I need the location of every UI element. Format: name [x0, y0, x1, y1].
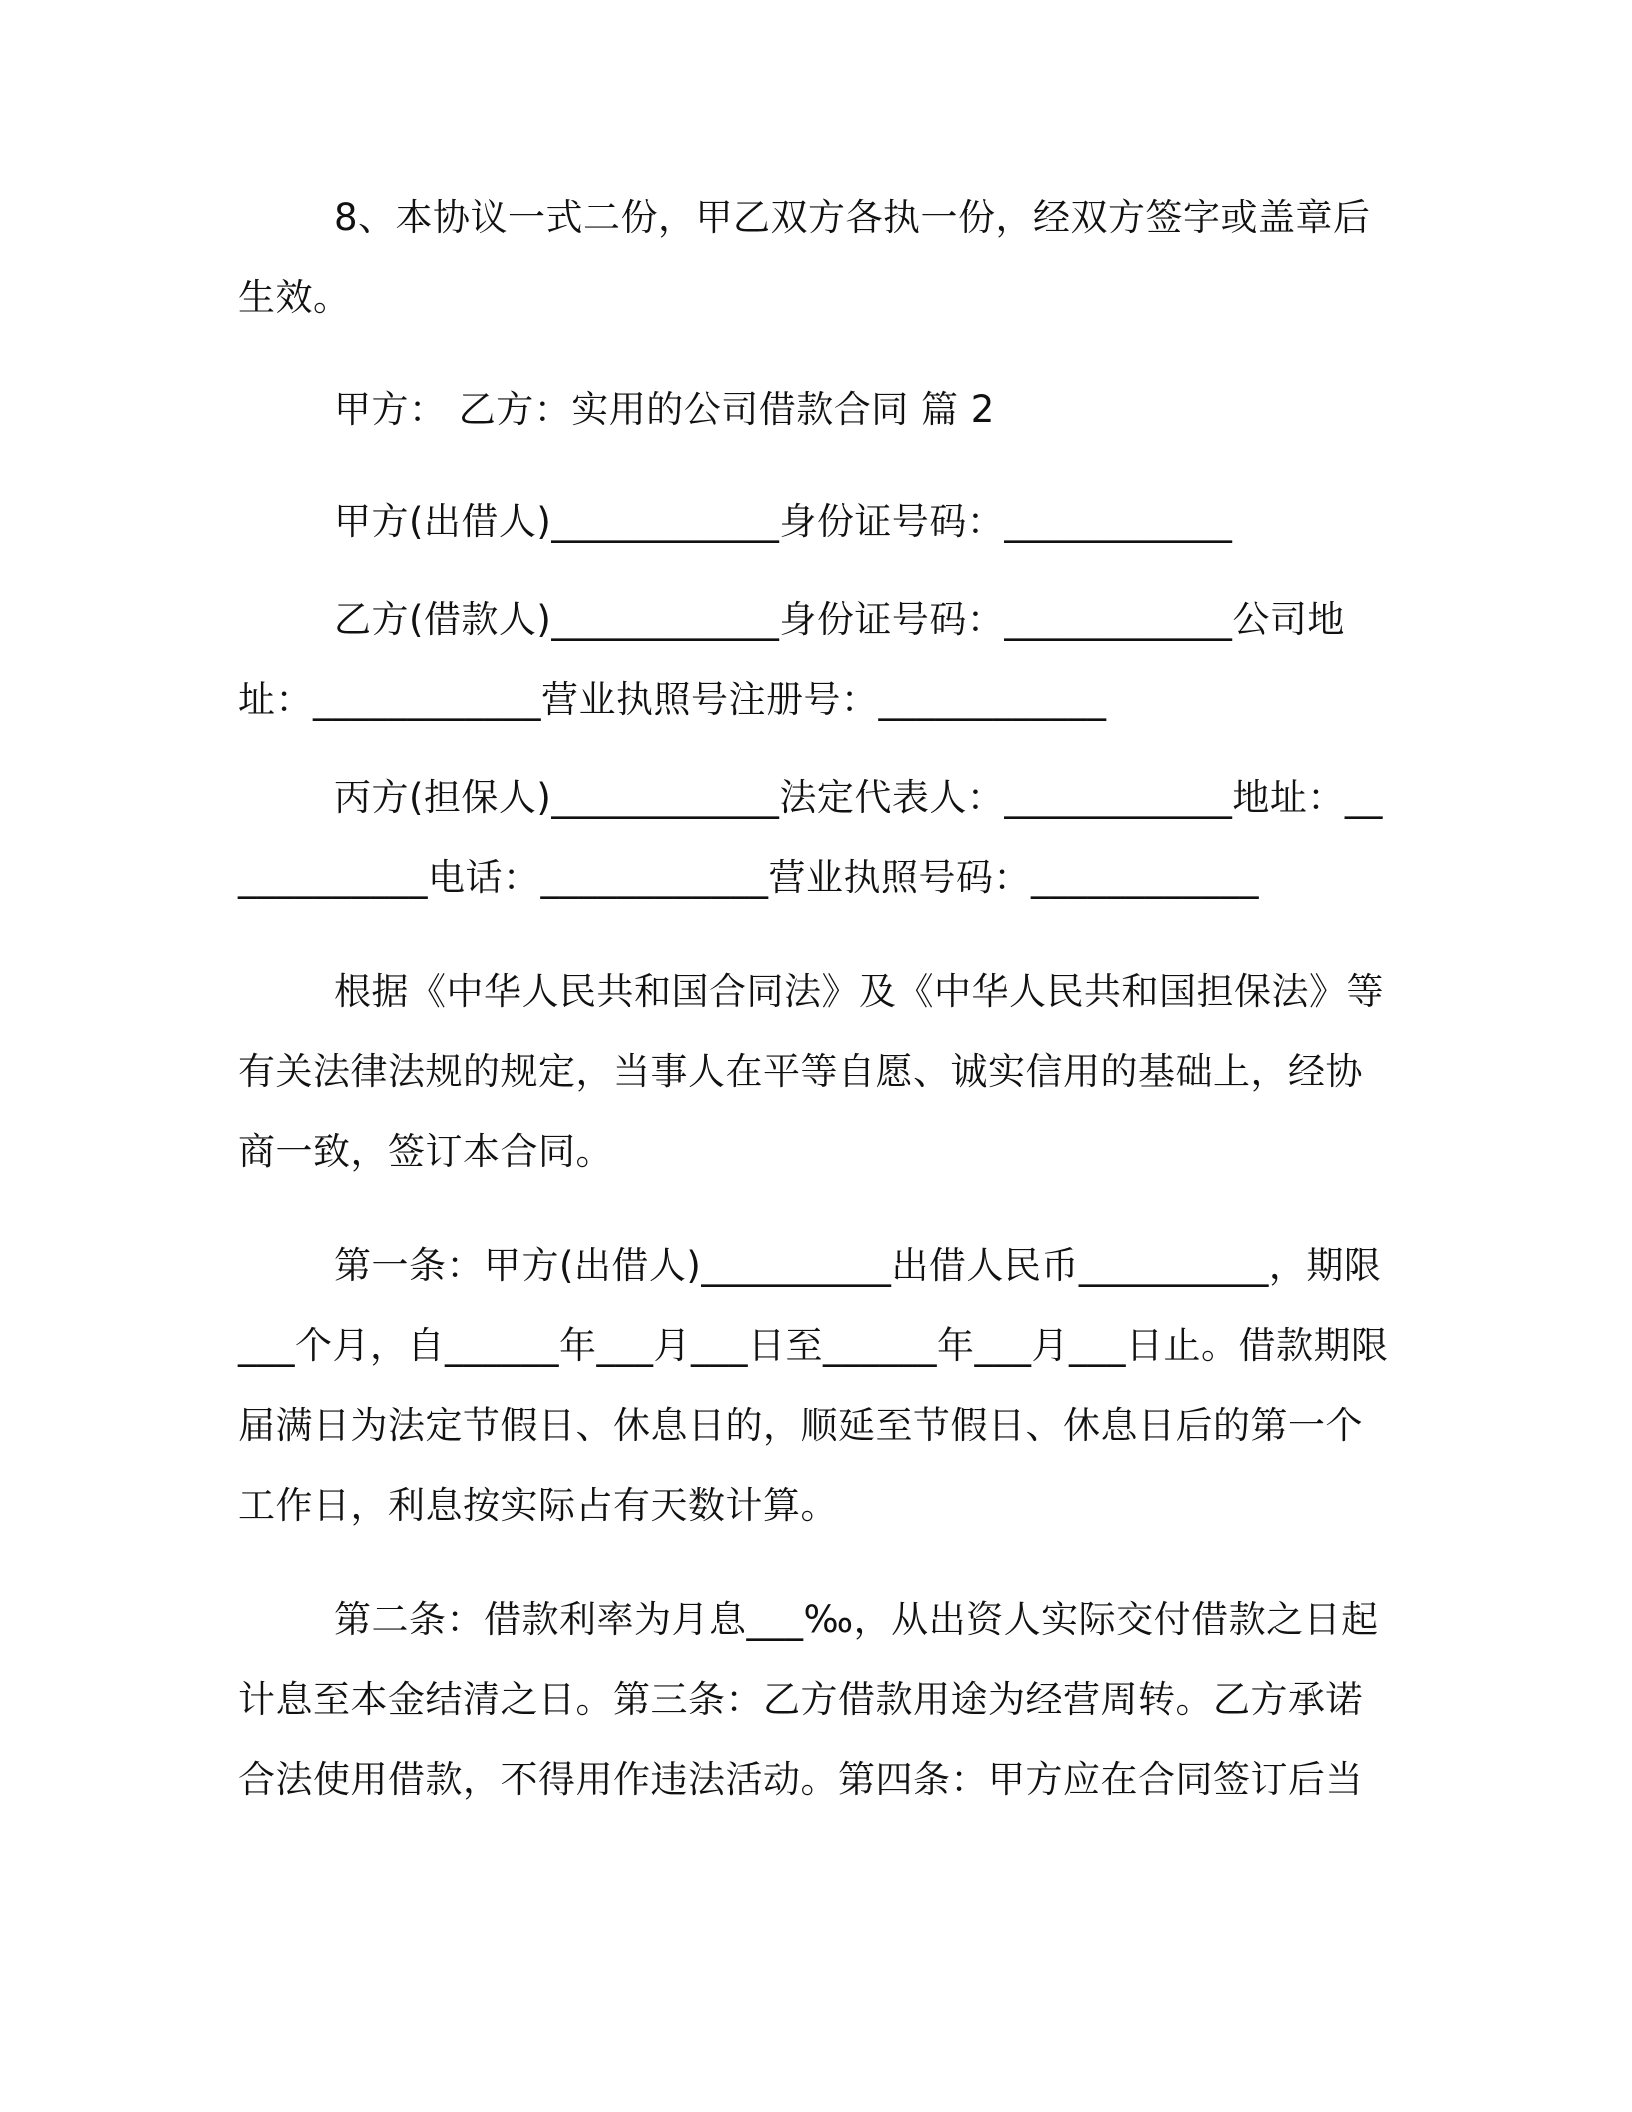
legal-basis-paragraph: 根据《中华人民共和国合同法》及《中华人民共和国担保法》等有关法律法规的规定，当事人在平等自愿、诚实信用的基础上，经协商一致，签订本合同。: [238, 970, 1384, 1173]
article-1-paragraph: 第一条：甲方(出借人)__________出借人民币__________，期限___个月，自______年___月___日至______年___月___日止。借款期限届满日为法定节假日、休息日的，顺延至节假日、休息日后的第一个工作日，利息按实际占有天数计算。: [238, 1244, 1389, 1527]
article-2-4-paragraph: 第二条：借款利率为月息___‰，从出资人实际交付借款之日起计息至本金结清之日。第三条：乙方借款用途为经营周转。乙方承诺合法使用借款，不得用作违法活动。第四条：甲方应在合同签订后当: [238, 1598, 1379, 1801]
document-body: [238, 178, 1394, 1820]
party-a-info-paragraph: 甲方(出借人)____________身份证号码：____________: [334, 500, 1233, 543]
signature-and-title-paragraph: 甲方： 乙方：实用的公司借款合同 篇 2: [334, 388, 995, 431]
clause-8-paragraph: 8、本协议一式二份，甲乙双方各执一份，经双方签字或盖章后生效。: [238, 196, 1371, 319]
party-b-info-paragraph: 乙方(借款人)____________身份证号码：____________公司地址：____________营业执照号注册号：____________: [238, 598, 1345, 721]
party-c-info-paragraph: 丙方(担保人)____________法定代表人：____________地址：____________电话：____________营业执照号码：____________: [238, 776, 1383, 899]
